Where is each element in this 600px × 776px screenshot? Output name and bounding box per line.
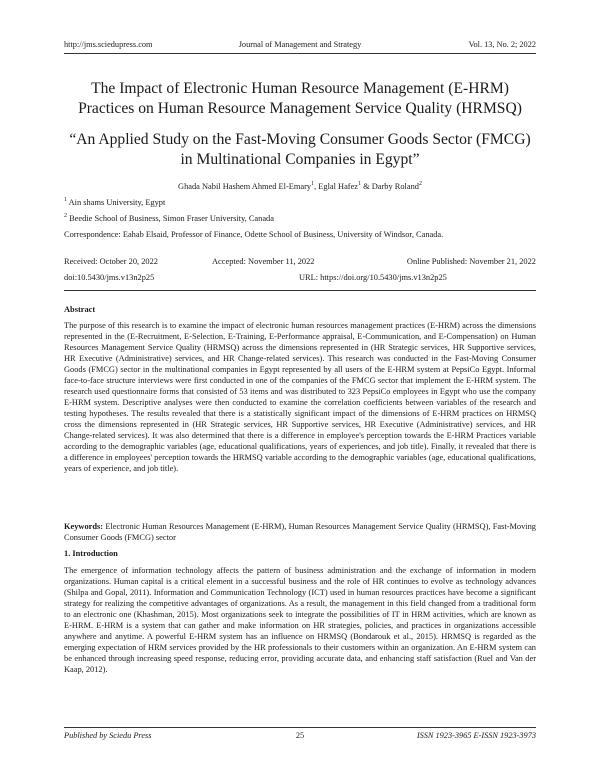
page-number: 25 [295,731,305,740]
affiliation-2 [64,213,274,224]
abstract-heading: Abstract [64,305,96,314]
keywords-label: Keywords: [64,522,104,531]
author-3: Darby Roland [371,182,419,191]
received-date: Received: October 20, 2022 [64,257,158,266]
affiliation-1 [64,197,165,208]
author-list [0,181,600,192]
title-line-2: Practices on Human Resource Management Service Quality (HRMSQ) [78,100,522,117]
author-separator: & [361,182,372,191]
paper-subtitle [48,130,552,170]
footer-issn: ISSN 1923-3965 E-ISSN 1923-3973 [416,731,536,740]
published-date: Online Published: November 21, 2022 [406,257,536,266]
abstract-text: The purpose of this research is to examine the impact of electronic human resources management practices (E-HRM) across the dimensions represented in the (E-Recruitment, E-Selection, E-Training, E-Performance appraisal, E-Communication, and E-Compensation) on Human Resources Management Service Quality (HRMSQ) across the dimensions represented in (HR Strategic services, HR Supportive services, HR Executive (Administrative) services, and HR Change-related services). This research was conducted in the Fast-Moving Consumer Goods (FMCG) sector in the multinational companies in Egypt represented by all users of the E-HRM system at PepsiCo Egypt. Informal face-to-face structure interviews were first conducted in one of the companies of the FMCG sector that implement the E-HRM system. The research used questionnaire forms that consisted of 53 items and was distributed to 323 PepsiCo employees in Egypt who use the company E-HRM system. Descriptive analyses were then conducted to examine the correlation coefficients between variables of the research and testing hypotheses. The results revealed that there is a statistically significant impact of the dimensions of E-HRM practices on HRMSQ cross the dimensions represented in (HR Strategic services, HR Supportive services, HR Executive (Administrative) services, and HR Change-related services). It was also determined that there is a difference in employee's perception towards the E-HRM Practices variable according to the demographic variables (age, educational qualifications, years of experiences, and job title). Finally, it revealed that there is a difference in employees' perception towards the HRMSQ variable according to the demographic variables (age, educational qualifications, years of experience, and job title). [64,321,536,473]
header-rule [64,53,536,54]
header-url: http://jms.sciedupress.com [64,40,153,49]
author-separator: , [314,182,319,191]
introduction-text: The emergence of information technology affects the pattern of business administration and the exchange of information in modern organizations. Human capital is a critical element in a successful business and the role of HR continues to evolve as technology advances (Shilpa and Gopal, 2011). Information and Communication Technology (ICT) used in human resources practices have become a significant strategy for realizing the competitive advantages of organizations. As a result, the management in this field changed from a traditional form to an electronic one (Khashman, 2015). Most organizations seek to integrate the possibilities of IT in HRM activities, which are known as E-HRM. E-HRM is a system that can gather and make information on HR strategies, policies, and practices in organizations accessible anywhere and anytime. A powerful E-HRM system has an influence on HRMSQ (Bondarouk et al., 2015). HRMSQ is regarded as the emerging expectation of HRM services provided by the HR professionals to their customers within an organization. An E-HRM system can be enhanced through increasing speed response, reducing error, providing accurate data, and enhancing staff satisfaction (Ruel and Van der Kaap, 2012). [64,566,536,674]
keywords-text: Electronic Human Resources Management (E-HRM), Human Resources Management Service Quality (HRMSQ), Fast-Moving Consumer Goods (FMCG) sector [64,522,536,542]
title-line-1: The Impact of Electronic Human Resource Management (E-HRM) [91,80,509,97]
doi-url[interactable]: URL: https://doi.org/10.5430/jms.v13n2p25 [299,273,447,282]
author-1-affiliation: 1 [311,181,315,188]
subtitle-line-2: in Multinational Companies in Egypt” [180,151,420,168]
doi[interactable]: doi:10.5430/jms.v13n2p25 [64,273,155,282]
footer-publisher: Published by Sciedu Press [64,731,152,740]
correspondence: Correspondence: Eahab Elsaid, Professor of Finance, Odette School of Business, University of Windsor, Canada. [64,230,444,239]
author-2: Eglal Hafez [318,182,359,191]
author-2-affiliation: 1 [358,181,362,188]
affiliation-2-marker: 2 [64,213,67,220]
affiliation-2-text: Beedie School of Business, Simon Fraser University, Canada [67,214,274,223]
paper-title [48,79,552,119]
footer-rule [64,727,536,728]
affiliation-1-text: Ain shams University, Egypt [67,198,166,207]
accepted-date: Accepted: November 11, 2022 [212,257,315,266]
keywords [64,521,536,543]
introduction-heading: 1. Introduction [64,549,118,558]
header-journal-name: Journal of Management and Strategy [238,40,362,49]
header-volume: Vol. 13, No. 2; 2022 [468,40,536,49]
author-3-affiliation: 2 [418,181,422,188]
dates-rule [64,290,536,291]
author-1: Ghada Nabil Hashem Ahmed El-Emary [178,182,312,191]
affiliation-1-marker: 1 [64,197,67,204]
subtitle-line-1: “An Applied Study on the Fast-Moving Consumer Goods Sector (FMCG) [69,131,531,148]
